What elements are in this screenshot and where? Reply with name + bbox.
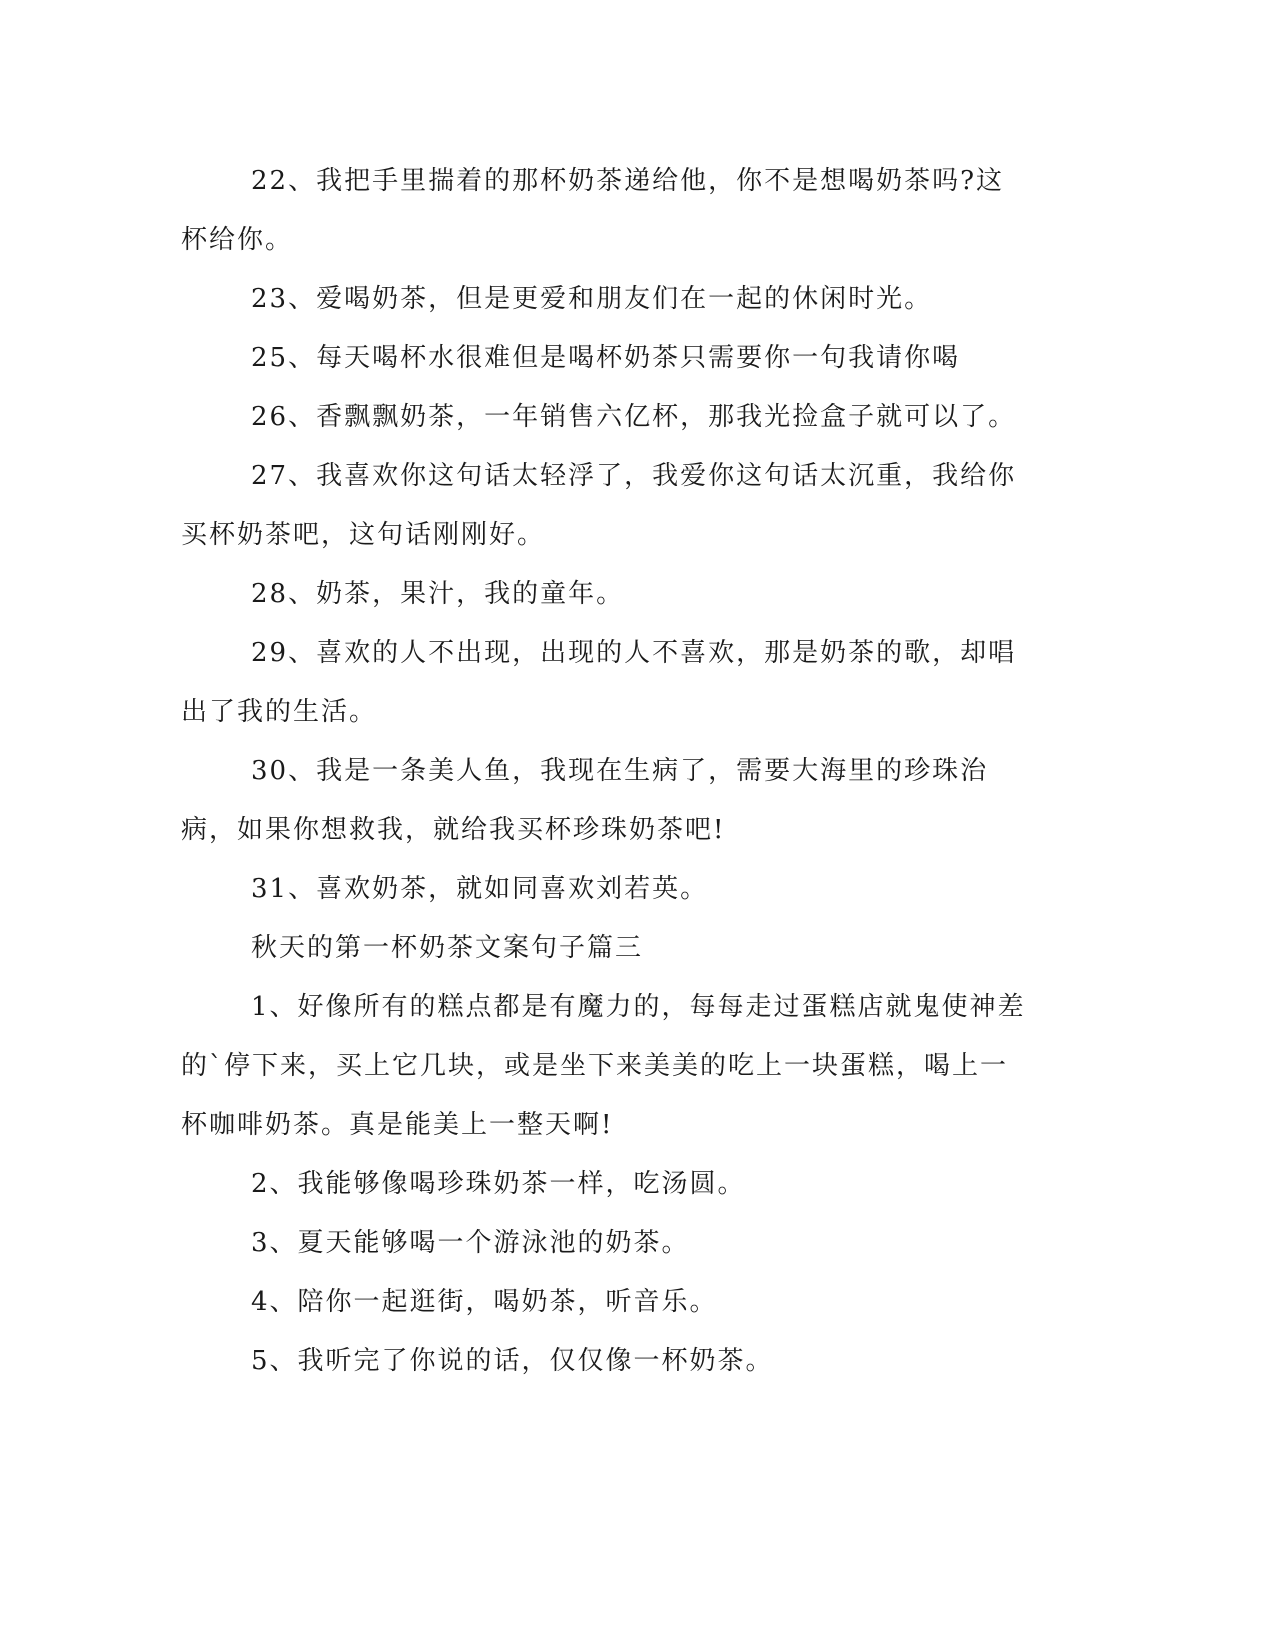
paragraph-item-28: 28、奶茶，果汁，我的童年。 (251, 579, 625, 609)
paragraph-item-22: 22、我把手里揣着的那杯奶茶递给他，你不是想喝奶茶吗?这杯给你。 (181, 166, 1005, 255)
section-heading: 秋天的第一杯奶茶文案句子篇三 (251, 933, 644, 963)
paragraph-item-5: 5、我听完了你说的话，仅仅像一杯奶茶。 (251, 1346, 774, 1376)
paragraph-item-23: 23、爱喝奶茶，但是更爱和朋友们在一起的休闲时光。 (251, 284, 933, 314)
paragraph-item-1: 1、好像所有的糕点都是有魔力的，每每走过蛋糕店就鬼使神差的`停下来，买上它几块，或是坐下来美美的吃上一块蛋糕，喝上一杯咖啡奶茶。真是能美上一整天啊! (181, 992, 1026, 1140)
paragraph-item-29: 29、喜欢的人不出现，出现的人不喜欢，那是奶茶的歌，却唱出了我的生活。 (181, 638, 1017, 727)
paragraph-item-27: 27、我喜欢你这句话太轻浮了，我爱你这句话太沉重，我给你买杯奶茶吧，这句话刚刚好。 (181, 461, 1017, 550)
paragraph-item-2: 2、我能够像喝珍珠奶茶一样，吃汤圆。 (251, 1169, 746, 1199)
paragraph-item-25: 25、每天喝杯水很难但是喝杯奶茶只需要你一句我请你喝 (251, 343, 961, 373)
paragraph-item-26: 26、香飘飘奶茶，一年销售六亿杯，那我光捡盒子就可以了。 (251, 402, 1017, 432)
paragraph-item-3: 3、夏天能够喝一个游泳池的奶茶。 (251, 1228, 690, 1258)
paragraph-item-4: 4、陪你一起逛街，喝奶茶，听音乐。 (251, 1287, 718, 1317)
document-body (181, 152, 1031, 1391)
paragraph-item-30: 30、我是一条美人鱼，我现在生病了，需要大海里的珍珠治病，如果你想救我，就给我买杯珍珠奶茶吧! (181, 756, 989, 845)
paragraph-item-31: 31、喜欢奶茶，就如同喜欢刘若英。 (251, 874, 709, 904)
